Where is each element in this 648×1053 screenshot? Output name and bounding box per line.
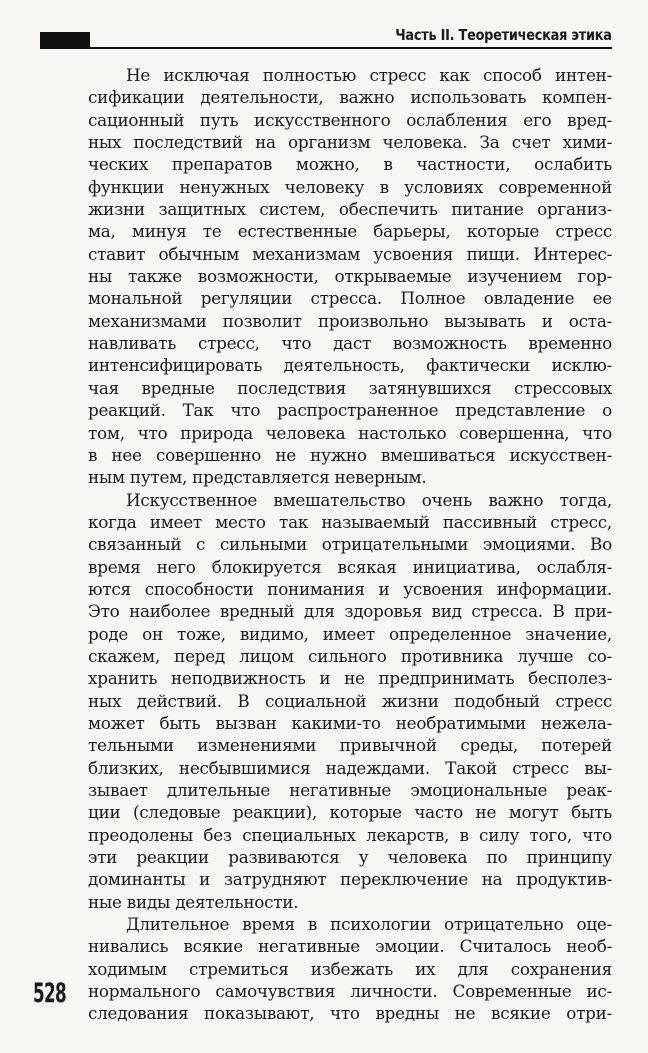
text-line: ных последствий на организм человека. За счет хими- [88, 132, 612, 153]
text-line: Длительное время в психологии отрицательно оце- [126, 914, 612, 935]
paragraph [88, 913, 612, 1025]
text-line: зывает длительные негативные эмоциональные реак- [88, 780, 612, 800]
text-line: реакций. Так что распространенное представление о [88, 400, 612, 421]
text-line: когда имеет место так называемый пассивный стресс, [88, 511, 612, 532]
text-line: навливать стресс, что даст возможность временно [88, 333, 612, 354]
text-line: время него блокируется всякая инициатива, ослабля- [88, 556, 612, 577]
text-line: доминанты и затрудняют переключение на продуктив- [88, 869, 612, 890]
text-line: ным путем, представляется неверным. [88, 467, 427, 488]
text-line: механизмами позволит произвольно вызывать и оста- [88, 310, 612, 331]
text-line: чая вредные последствия затянувшихся стрессовых [88, 377, 612, 398]
text-line: нивались всякие негативные эмоции. Считалось необ- [88, 936, 612, 957]
text-line: преодолены без специальных лекарств, в силу того, что [88, 824, 612, 845]
text-line: следования показывают, что вредны не всякие отри- [88, 1003, 612, 1024]
text-line: близких, несбывшимися надеждами. Такой стресс вы- [88, 757, 612, 778]
text-line: сификации деятельности, важно использовать компен- [88, 87, 612, 108]
header-black-block [40, 32, 90, 48]
text-line: ные виды деятельности. [88, 891, 299, 912]
text-line: Искусственное вмешательство очень важно тогда, [126, 489, 612, 510]
text-line: нормального самочувствия личности. Современные ис- [88, 981, 612, 1002]
text-line: в нее совершенно не нужно вмешиваться искусствен- [88, 444, 612, 465]
text-line: Не исключая полностью стресс как способ интен- [126, 65, 612, 85]
text-line: Это наиболее вредный для здоровья вид стресса. В при- [88, 601, 612, 622]
body-text [88, 64, 612, 1025]
text-line: эти реакции развиваются у человека по принципу [88, 847, 612, 868]
text-line: жизни защитных систем, обеспечить питание организ- [88, 199, 612, 220]
text-line: ются способности понимания и усвоения информации. [88, 578, 612, 599]
text-line: ции (следовые реакции), которые часто не могут быть [88, 802, 612, 823]
paragraph [88, 64, 612, 489]
text-line: том, что природа человека настолько совершенна, что [88, 422, 612, 443]
text-line: скажем, перед лицом сильного противника лучше со- [88, 645, 612, 666]
text-line: ставит обычным механизмам усвоения пищи. Интерес- [88, 243, 612, 264]
text-line: мональной регуляции стресса. Полное овладение ее [88, 288, 612, 309]
text-line: ных действий. В социальной жизни подобный стресс [88, 690, 612, 711]
text-line: ческих препаратов можно, в частности, ослабить [88, 154, 612, 175]
text-line: ны также возможности, открываемые изучением гор- [88, 266, 612, 287]
text-line: ходимым стремиться избежать их для сохранения [88, 958, 612, 979]
text-line: связанный с сильными отрицательными эмоциями. Во [88, 534, 612, 555]
running-head: Часть II. Теоретическая этика [395, 26, 612, 44]
text-line: тельными изменениями привычной среды, потерей [88, 735, 612, 756]
text-line: сационный путь искусственного ослабления его вред- [88, 109, 612, 130]
text-line: роде он тоже, видимо, имеет определенное значение, [88, 623, 612, 644]
text-line: ма, минуя те естественные барьеры, которые стресс [88, 221, 612, 242]
text-line: может быть вызван какими-то необратимыми нежела- [88, 712, 612, 733]
text-line: функции ненужных человеку в условиях современной [88, 176, 612, 197]
page-number: 528 [33, 978, 67, 1009]
paragraph [88, 489, 612, 914]
header-rule [40, 47, 612, 49]
text-line: хранить неподвижность и не предпринимать бесполез- [88, 668, 612, 689]
text-line: интенсифицировать деятельность, фактически исклю- [88, 355, 612, 376]
